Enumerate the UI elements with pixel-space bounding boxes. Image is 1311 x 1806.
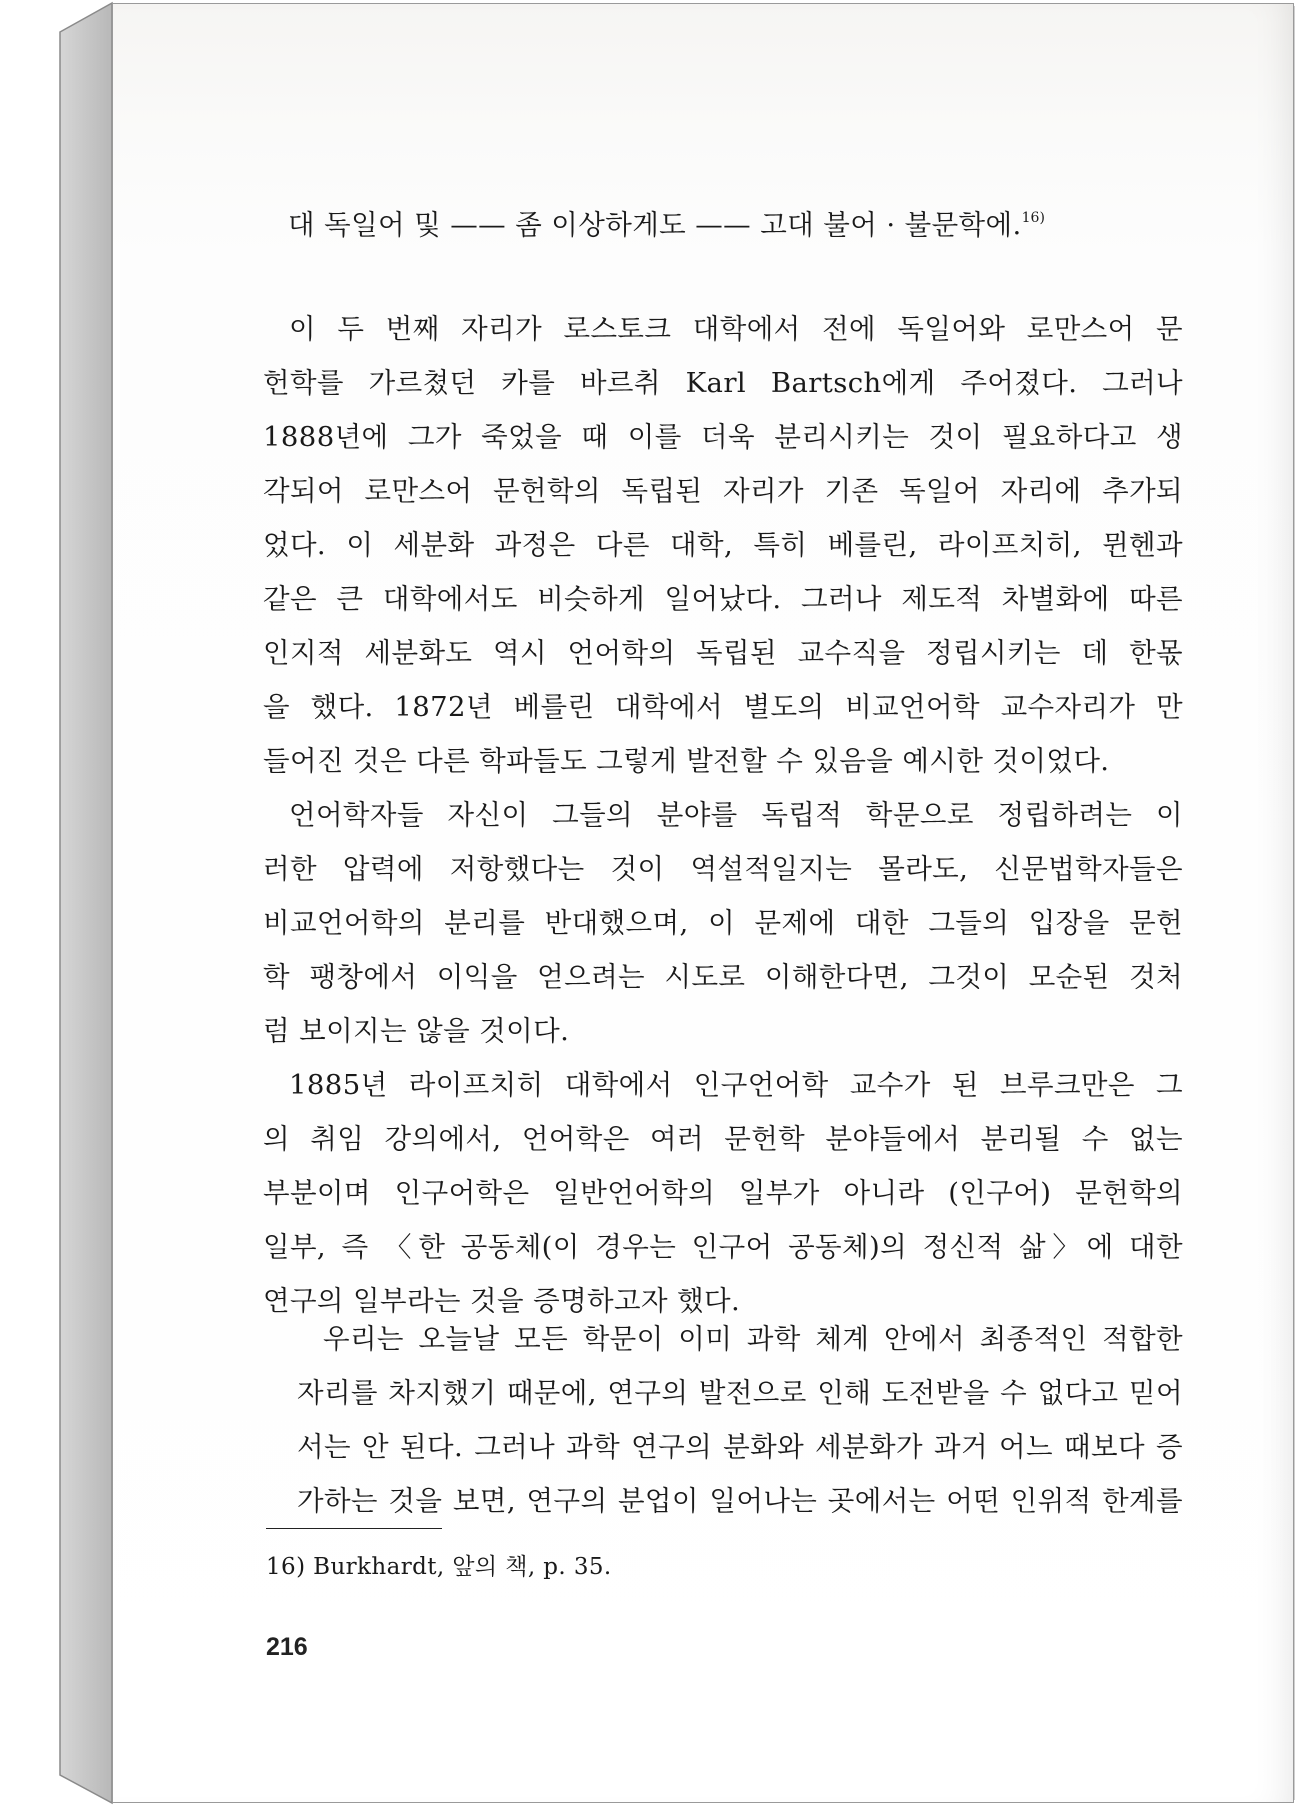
body-line: 학 팽창에서 이익을 얻으려는 시도로 이해한다면, 그것이 모순된 것처 bbox=[263, 961, 1183, 993]
book-page bbox=[112, 3, 1294, 1803]
footnote-divider bbox=[266, 1528, 442, 1529]
body-line: 인지적 세분화도 역시 언어학의 독립된 교수직을 정립시키는 데 한몫 bbox=[263, 637, 1183, 669]
body-line: 부분이며 인구어학은 일반언어학의 일부가 아니라 (인구어) 문헌학의 bbox=[263, 1177, 1183, 1209]
footnote: 16) Burkhardt, 앞의 책, p. 35. bbox=[266, 1554, 612, 1580]
body-line: 연구의 일부라는 것을 증명하고자 했다. bbox=[263, 1285, 741, 1317]
page-number: 216 bbox=[266, 1633, 308, 1661]
quote-line: 우리는 오늘날 모든 학문이 이미 과학 체계 안에서 최종적인 적합한 bbox=[323, 1323, 1183, 1355]
body-line: 럼 보이지는 않을 것이다. bbox=[263, 1015, 570, 1047]
quote-line: 서는 안 된다. 그러나 과학 연구의 분화와 세분화가 과거 어느 때보다 증 bbox=[297, 1431, 1183, 1463]
body-line: 1888년에 그가 죽었을 때 이를 더욱 분리시키는 것이 필요하다고 생 bbox=[263, 421, 1183, 453]
top-line-text: 대 독일어 및 —— 좀 이상하게도 —— 고대 불어 · 불문학에. bbox=[288, 209, 1022, 241]
body-line: 을 했다. 1872년 베를린 대학에서 별도의 비교언어학 교수자리가 만 bbox=[263, 691, 1183, 723]
body-line: 들어진 것은 다른 학파들도 그렇게 발전할 수 있음을 예시한 것이었다. bbox=[263, 745, 1110, 777]
quote-line: 가하는 것을 보면, 연구의 분업이 일어나는 곳에서는 어떤 인위적 한계를 bbox=[297, 1485, 1183, 1517]
body-line: 각되어 로만스어 문헌학의 독립된 자리가 기존 독일어 자리에 추가되 bbox=[263, 475, 1183, 507]
body-line: 일부, 즉 〈한 공동체(이 경우는 인구어 공동체)의 정신적 삶〉에 대한 bbox=[263, 1231, 1183, 1263]
body-line: 언어학자들 자신이 그들의 분야를 독립적 학문으로 정립하려는 이 bbox=[289, 799, 1183, 831]
body-line: 같은 큰 대학에서도 비슷하게 일어났다. 그러나 제도적 차별화에 따른 bbox=[263, 583, 1183, 615]
body-line: 의 취임 강의에서, 언어학은 여러 문헌학 분야들에서 분리될 수 없는 bbox=[263, 1123, 1183, 1155]
body-line: 러한 압력에 저항했다는 것이 역설적일지는 몰라도, 신문법학자들은 bbox=[263, 853, 1183, 885]
body-line: 헌학를 가르쳤던 카를 바르취 Karl Bartsch에게 주어졌다. 그러나 bbox=[263, 367, 1183, 399]
body-line: 비교언어학의 분리를 반대했으며, 이 문제에 대한 그들의 입장을 문헌 bbox=[263, 907, 1183, 939]
page-top-line bbox=[288, 202, 1045, 242]
quote-line: 자리를 차지했기 때문에, 연구의 발전으로 인해 도전받을 수 없다고 믿어 bbox=[297, 1377, 1183, 1409]
footnote-marker: 16) bbox=[1021, 210, 1045, 226]
body-line: 이 두 번째 자리가 로스토크 대학에서 전에 독일어와 로만스어 문 bbox=[289, 313, 1183, 345]
body-line: 1885년 라이프치히 대학에서 인구언어학 교수가 된 브루크만은 그 bbox=[289, 1069, 1183, 1101]
body-line: 었다. 이 세분화 과정은 다른 대학, 특히 베를린, 라이프치히, 뮌헨과 bbox=[263, 529, 1183, 561]
